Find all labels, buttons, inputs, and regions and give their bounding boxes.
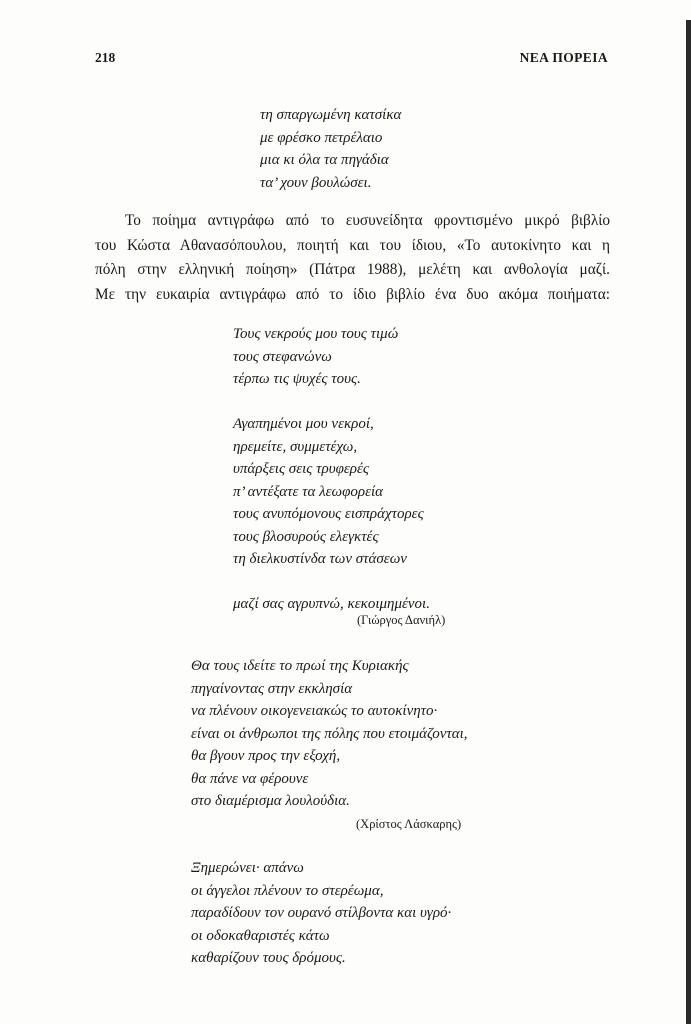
poem-line: στο διαμέρισμα λουλούδια. [191, 793, 350, 809]
prose-line: πόλη στην ελληνική ποίηση» (Πάτρα 1988), μελέτη και ανθολογία μαζί. [95, 261, 610, 278]
poem-line: να πλένουν οικογενειακώς το αυτοκίνητο· [191, 703, 438, 719]
poem-laskaris [191, 655, 468, 813]
poem-line: πηγαίνοντας στην εκκλησία [191, 680, 353, 697]
attribution-laskaris: (Χρίστος Λάσκαρης) [356, 817, 462, 831]
prose-line: του Κώστα Αθανασόπουλου, ποιητή και του ίδιου, «Το αυτοκίνητο και η [95, 236, 610, 254]
poem-line: μαζί σας αγρυπνώ, κεκοιμημένοι. [233, 596, 430, 612]
page-edge-shadow [686, 20, 691, 1024]
poem-line: θα βγουν προς την εξοχή, [191, 748, 341, 764]
poem-line: π’ αντέξατε τα λεωφορεία [233, 483, 384, 500]
poem-line: ηρεμείτε, συμμετέχω, [233, 438, 358, 455]
poem-line: Ξημερώνει· απάνω [191, 860, 304, 876]
poem-line: μια κι όλα τα πηγάδια [260, 152, 389, 168]
poem-line: με φρέσκο πετρέλαιο [260, 129, 383, 146]
poem-line: τους ανυπόμονους εισπράχτορες [233, 506, 424, 522]
poem-top-excerpt [260, 104, 401, 194]
poem-line: τη διελκυστίνδα των στάσεων [233, 551, 407, 567]
poem-danil [233, 323, 430, 616]
prose-line: Με την ευκαιρία αντιγράφω από το ίδιο βιβλίο ένα δυο ακόμα ποιήματα: [95, 285, 610, 303]
running-head: ΝΕΑ ΠΟΡΕΙΑ [519, 50, 608, 65]
poem-line: τους στεφανώνω [233, 348, 332, 365]
poem-line: τη σπαργωμένη κατσίκα [260, 107, 402, 123]
page-number: 218 [95, 50, 116, 65]
poem-line: τέρπω τις ψυχές τους. [233, 371, 361, 387]
poem-line: οι οδοκαθαριστές κάτω [191, 927, 330, 944]
poem-line: Τους νεκρούς μου τους τιμώ [233, 326, 399, 342]
poem-line: θα πάνε να φέρουνε [191, 770, 309, 787]
poem-line: υπάρξεις σεις τρυφερές [233, 461, 369, 477]
poem-last [191, 857, 451, 970]
prose-line: Το ποίημα αντιγράφω από το ευσυνείδητα φροντισμένο μικρό βιβλίο [125, 212, 610, 229]
poem-line: παραδίδουν τον ουρανό στίλβοντα και υγρό· [191, 905, 452, 921]
stanza-break [233, 571, 430, 594]
poem-line: τους βλοσυρούς ελεγκτές [233, 528, 379, 545]
poem-line: είναι οι άνθρωποι της πόλης που ετοιμάζονται, [191, 725, 468, 742]
poem-line: Αγαπημένοι μου νεκροί, [233, 416, 374, 432]
poem-line: καθαρίζουν τους δρόμους. [191, 950, 346, 966]
poem-line: τα’ χουν βουλώσει. [260, 174, 372, 191]
poem-line: οι άγγελοι πλένουν το στερέωμα, [191, 882, 384, 899]
prose-paragraph [95, 209, 610, 307]
page-header [95, 50, 608, 70]
attribution-danil: (Γιώργος Δανιήλ) [357, 613, 446, 627]
stanza-break [233, 391, 430, 414]
poem-line: Θα τους ιδείτε το πρωί της Κυριακής [191, 658, 409, 674]
